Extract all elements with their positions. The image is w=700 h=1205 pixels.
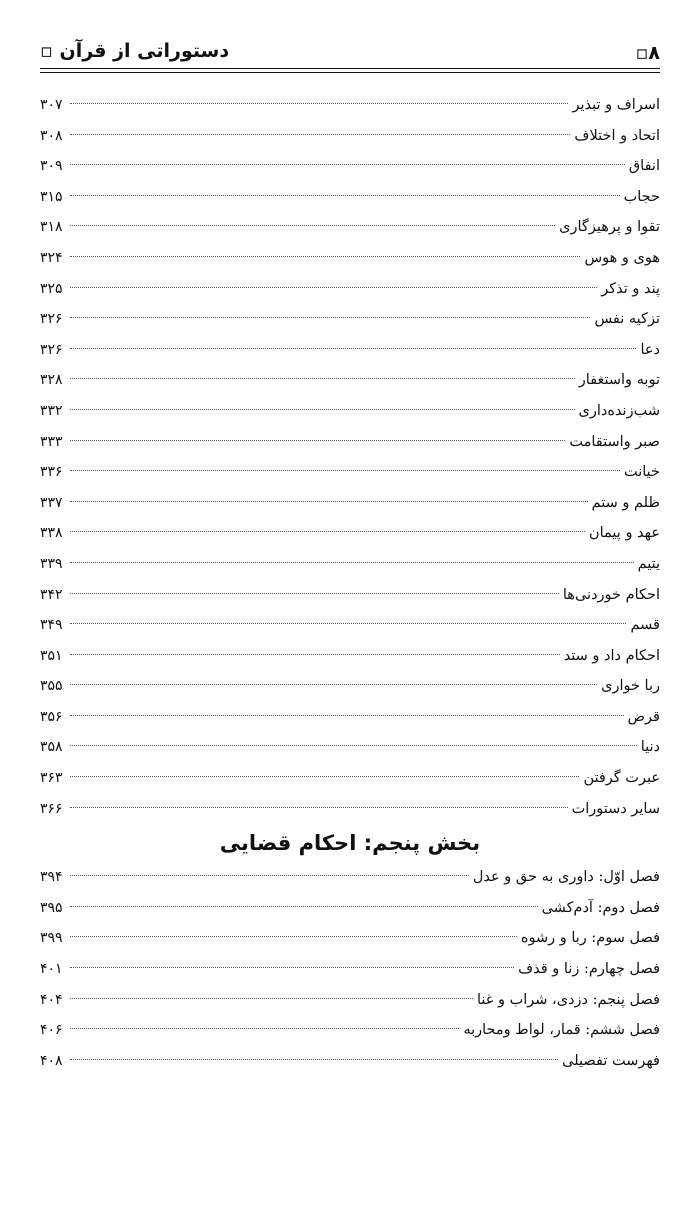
toc-entry <box>40 396 660 427</box>
toc-entry <box>40 985 660 1016</box>
toc-entry-page-number: ۳۹۴ <box>40 869 63 886</box>
toc-entry-page-number: ۳۵۸ <box>40 739 63 756</box>
toc-entry-page-number: ۳۳۸ <box>40 525 63 542</box>
toc-entry-title: عهد و پیمان <box>588 525 660 542</box>
toc-entry <box>40 365 660 396</box>
toc-entry-page-number: ۳۲۶ <box>40 341 63 358</box>
toc-entry-page-number: ۳۹۵ <box>40 899 63 916</box>
toc-entry <box>40 610 660 641</box>
toc-entry-title: اسراف و تبذیر <box>572 97 660 113</box>
dot-leader <box>70 623 626 624</box>
toc-entry <box>40 641 660 672</box>
toc-entry <box>40 1046 660 1077</box>
dot-leader <box>70 875 469 876</box>
dot-leader <box>70 715 624 716</box>
toc-entry-title: توبه واستغفار <box>578 372 660 389</box>
section-heading: بخش پنجم: احکام قضایی <box>219 831 481 856</box>
toc-entry <box>40 954 660 985</box>
toc-entry <box>40 763 660 794</box>
toc-entry-title: عبرت گرفتن <box>583 770 660 787</box>
toc-entry-page-number: ۳۴۹ <box>40 617 63 634</box>
dot-leader <box>70 440 565 441</box>
dot-leader <box>70 225 555 226</box>
dot-leader <box>70 654 560 655</box>
toc-entry <box>40 335 660 366</box>
toc-entry-title: قسم <box>630 617 660 634</box>
toc-entry <box>40 212 660 243</box>
toc-entry <box>40 488 660 519</box>
toc-entry-page-number: ۳۵۵ <box>40 678 63 695</box>
toc-entry-title: حجاب <box>623 188 660 205</box>
toc-entry-title: اتحاد و اختلاف <box>574 127 660 144</box>
toc-entry-page-number: ۳۳۳ <box>40 433 63 450</box>
dot-leader <box>70 103 568 104</box>
toc-entry-page-number: ۳۱۸ <box>40 219 63 236</box>
toc-entry-title: خیانت <box>623 464 660 481</box>
toc-entry-page-number: ۴۰۱ <box>40 961 63 978</box>
toc-entry-title: یتیم <box>637 555 660 572</box>
toc-entry <box>40 580 660 611</box>
dot-leader <box>70 287 597 288</box>
toc-entry <box>40 457 660 488</box>
page-header <box>40 36 660 68</box>
toc-entry-page-number: ۴۰۴ <box>40 991 63 1008</box>
toc-entry-title: ربا خواری <box>601 678 660 695</box>
toc-entry-title: دنیا <box>640 739 660 756</box>
toc-entry-page-number: ۳۰۸ <box>40 127 63 144</box>
toc-entry-title: فهرست تفصیلی <box>562 1052 660 1069</box>
toc-entry <box>40 732 660 763</box>
book-title: دستوراتی از قرآن ▫ <box>40 40 230 62</box>
page-number: ۸▫ <box>635 42 660 64</box>
toc-entry-page-number: ۳۹۹ <box>40 930 63 947</box>
toc-entry <box>40 862 660 893</box>
toc-entry-page-number: ۳۲۶ <box>40 311 63 328</box>
toc-entry-page-number: ۳۳۲ <box>40 402 63 419</box>
toc-entry-title: ظلم و ستم <box>591 494 660 511</box>
dot-leader <box>70 195 620 196</box>
toc-entry <box>40 893 660 924</box>
toc-entry <box>40 182 660 213</box>
toc-entry-title: صبر واستقامت <box>569 433 660 450</box>
toc-entry-title: احکام خوردنی‌ها <box>562 586 660 603</box>
dot-leader <box>70 134 570 135</box>
dot-leader <box>70 684 597 685</box>
toc-entry-page-number: ۳۲۴ <box>40 249 63 266</box>
dot-leader <box>70 562 634 563</box>
toc-entry-title: فصل چهارم: زنا و قذف <box>518 961 660 978</box>
toc-entry-page-number: ۳۰۹ <box>40 158 63 175</box>
toc-entry-title: فصل دوم: آدم‌کشی <box>541 899 660 916</box>
toc-entry-page-number: ۳۳۹ <box>40 555 63 572</box>
toc-list-part-a <box>40 90 660 824</box>
dot-leader <box>70 378 575 379</box>
dot-leader <box>70 936 517 937</box>
toc-entry-page-number: ۳۳۷ <box>40 494 63 511</box>
toc-entry-page-number: ۳۵۱ <box>40 647 63 664</box>
toc-entry-title: شب‌زنده‌داری <box>578 402 660 419</box>
toc-entry-title: فصل ششم: قمار، لواط ومحاربه <box>463 1022 660 1039</box>
toc-entry-page-number: ۳۲۸ <box>40 372 63 389</box>
toc-entry <box>40 121 660 152</box>
toc-entry <box>40 1015 660 1046</box>
table-of-contents <box>40 90 660 1076</box>
toc-entry-page-number: ۳۵۶ <box>40 708 63 725</box>
toc-entry-title: پند و تذکر <box>601 280 660 297</box>
toc-entry-page-number: ۳۴۲ <box>40 586 63 603</box>
toc-entry-title: احکام داد و ستد <box>563 647 660 664</box>
header-divider <box>40 68 660 73</box>
toc-entry <box>40 151 660 182</box>
toc-entry <box>40 243 660 274</box>
toc-entry <box>40 549 660 580</box>
toc-entry-title: فصل اوّل: داوری به حق و عدل <box>472 869 660 886</box>
toc-entry-title: سایر دستورات <box>571 800 660 817</box>
toc-entry-page-number: ۴۰۸ <box>40 1052 63 1069</box>
dot-leader <box>70 967 514 968</box>
dot-leader <box>70 776 579 777</box>
toc-entry-title: هوی و هوس <box>584 249 660 266</box>
toc-entry <box>40 90 660 121</box>
toc-entry <box>40 702 660 733</box>
dot-leader <box>70 470 620 471</box>
toc-entry-title: قرض <box>627 708 660 725</box>
dot-leader <box>70 256 580 257</box>
dot-leader <box>70 1059 558 1060</box>
dot-leader <box>70 531 585 532</box>
dot-leader <box>70 593 559 594</box>
toc-entry <box>40 794 660 825</box>
dot-leader <box>70 906 538 907</box>
toc-entry-page-number: ۳۱۵ <box>40 188 63 205</box>
toc-entry <box>40 923 660 954</box>
dot-leader <box>70 1028 459 1029</box>
toc-entry-page-number: ۳۶۳ <box>40 770 63 787</box>
toc-entry <box>40 427 660 458</box>
toc-entry-page-number: ۳۰۷ <box>40 97 63 113</box>
dot-leader <box>70 998 473 999</box>
toc-list-part-b <box>40 862 660 1076</box>
toc-entry-title: تقوا و پرهیزگاری <box>559 219 660 236</box>
dot-leader <box>70 807 568 808</box>
dot-leader <box>70 745 637 746</box>
toc-entry-title: تزکیه نفس <box>594 311 660 328</box>
toc-entry <box>40 671 660 702</box>
dot-leader <box>70 409 575 410</box>
dot-leader <box>70 317 590 318</box>
toc-entry-title: فصل پنجم: دزدی، شراب و غنا <box>477 991 660 1008</box>
toc-entry-page-number: ۳۳۶ <box>40 464 63 481</box>
dot-leader <box>70 348 636 349</box>
toc-entry-page-number: ۴۰۶ <box>40 1022 63 1039</box>
dot-leader <box>70 164 625 165</box>
toc-entry <box>40 304 660 335</box>
toc-entry-title: دعا <box>640 341 660 358</box>
toc-entry-page-number: ۳۲۵ <box>40 280 63 297</box>
dot-leader <box>70 501 588 502</box>
toc-entry-page-number: ۳۶۶ <box>40 800 63 817</box>
toc-entry <box>40 274 660 305</box>
toc-entry-title: انفاق <box>628 158 660 175</box>
toc-entry-title: فصل سوم: ربا و رشوه <box>520 930 660 947</box>
toc-entry <box>40 518 660 549</box>
